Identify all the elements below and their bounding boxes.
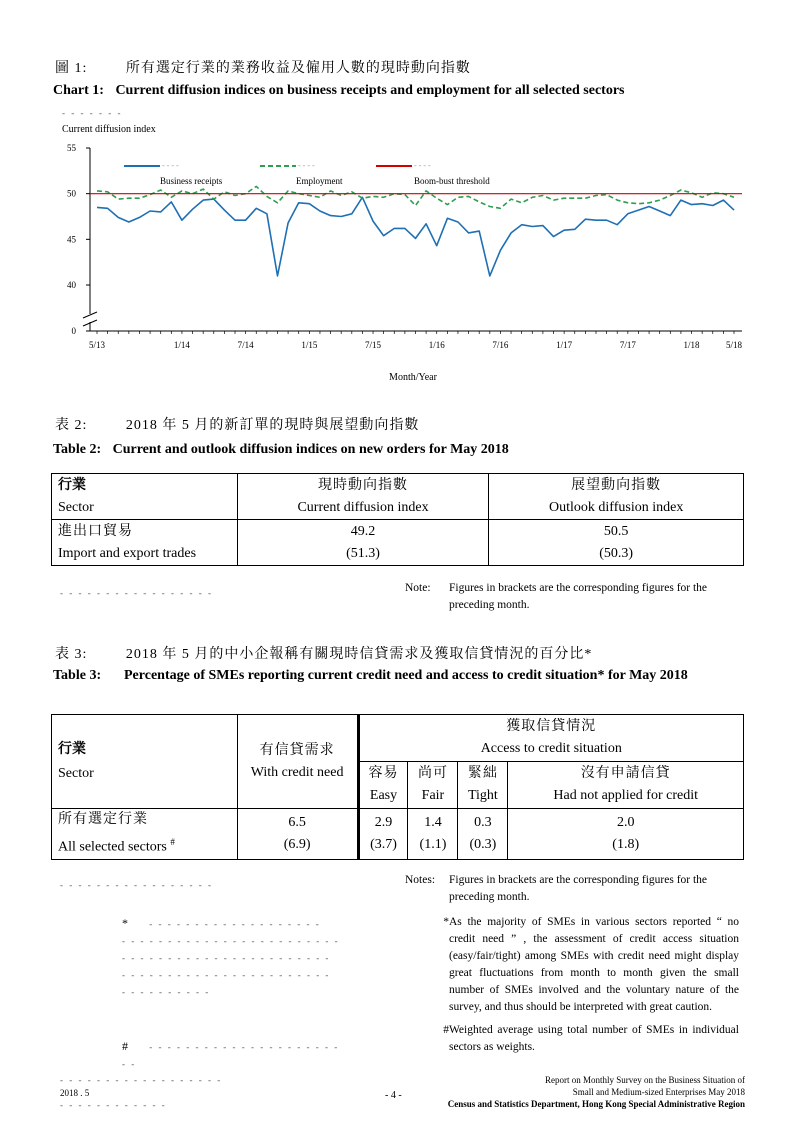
chart1-series-business-receipts bbox=[97, 197, 734, 276]
table3-header-sector: 行業 Sector bbox=[52, 715, 238, 809]
table3-header-fair: 尚可 Fair bbox=[408, 762, 458, 809]
footer-right: Report on Monthly Survey on the Business Situation of Small and Medium-sized Enterprises May 2018 Census and Statistics Department, Hong Kong Special Administrative Region bbox=[447, 1075, 745, 1109]
chart1-x-tick-label: 7/15 bbox=[365, 340, 382, 350]
chart1-placeholder-dashes: - - - - - - - bbox=[62, 108, 123, 118]
chart1-legend-placeholder: - - - - bbox=[162, 161, 179, 170]
table2-row-sector: 進出口貿易 Import and export trades bbox=[52, 520, 238, 566]
table2 bbox=[51, 473, 744, 566]
table3-header-easy: 容易 Easy bbox=[358, 762, 408, 809]
chart1-y-tick-label: 55 bbox=[67, 143, 76, 153]
chart1-x-tick-label: 7/17 bbox=[619, 340, 636, 350]
chart1-x-tick-label: 5/18 bbox=[725, 340, 743, 350]
table2-cn-title-text: 2018 年 5 月的新訂單的現時與展望動向指數 bbox=[125, 418, 420, 433]
table2-cn-title bbox=[55, 414, 419, 434]
table3-note2: *As the majority of SMEs in various sectors reported “ no credit need ” , the assessment of credit access situation (easy/fair/tight) among SMEs with credit need might display great fluctuations from month to month given the small number of SMEs involved and the voluntary nature of the survey, and thus should be interpreted with great caution. bbox=[443, 916, 739, 1013]
table3-row-need: 6.5 (6.9) bbox=[237, 809, 358, 860]
table2-cn-prefix: 表 2: bbox=[55, 418, 88, 433]
chart1-ylabel: Current diffusion index bbox=[62, 124, 156, 135]
table3 bbox=[51, 714, 744, 860]
chart1-legend-placeholder: - - - - bbox=[414, 161, 431, 170]
chart1-cn-prefix: 圖 1: bbox=[55, 61, 88, 76]
chart1-x-tick-label: 7/16 bbox=[492, 340, 509, 350]
table3-header-access: 獲取信貸情況 Access to credit situation bbox=[358, 715, 743, 762]
chart1-x-tick-label: 1/18 bbox=[683, 340, 700, 350]
chart1-y-tick-label: 0 bbox=[71, 326, 76, 336]
table3-row-fair: 1.4 (1.1) bbox=[408, 809, 458, 860]
chart1-en-title-text: Current diffusion indices on business receipts and employment for all selected sectors bbox=[115, 83, 625, 98]
table3-placeholder-dashes-1: - - - - - - - - - - - - - - - - - bbox=[60, 880, 213, 890]
table2-en-prefix: Table 2: bbox=[53, 442, 102, 457]
table2-note: Note: Figures in brackets are the corresponding figures for the preceding month. bbox=[405, 582, 708, 611]
chart1-y-tick-label: 40 bbox=[67, 280, 76, 290]
table3-row-notapplied: 2.0 (1.8) bbox=[508, 809, 744, 860]
table-row bbox=[52, 520, 744, 566]
table3-row-sector: 所有選定行業 All selected sectors # bbox=[52, 809, 238, 860]
table3-en-title bbox=[53, 666, 713, 686]
table2-en-title-text: Current and outlook diffusion indices on new orders for May 2018 bbox=[112, 442, 509, 457]
table2-placeholder-dashes: - - - - - - - - - - - - - - - - - bbox=[60, 588, 213, 598]
chart1-xlabel: Month/Year bbox=[389, 372, 437, 383]
table3-notes bbox=[405, 872, 745, 1056]
chart1-x-tick-label: 7/14 bbox=[237, 340, 254, 350]
chart1-legend-placeholder: - - - - bbox=[298, 161, 315, 170]
chart1-series-employment bbox=[97, 186, 734, 208]
table3-row-easy: 2.9 (3.7) bbox=[358, 809, 408, 860]
table3-header-notapplied: 沒有申請信貸 Had not applied for credit bbox=[508, 762, 744, 809]
table2-header-sector: 行業 Sector bbox=[52, 474, 238, 520]
table3-header-row1 bbox=[52, 715, 744, 762]
chart1-legend-label: Employment bbox=[296, 176, 343, 186]
table3-en-title-text: Percentage of SMEs reporting current credit need and access to credit situation* for May 2018 bbox=[124, 668, 688, 683]
table3-placeholder-dashes-2: * - - - - - - - - - - - - - - - - - - - - - - - - - - - - - - - - - - - - - - - - - - - - - - - - - - - - - - - - - - - - - - - - - - - - - - - - - - - - - - - - - - - - - - - - - - - - - - - - - - - bbox=[122, 916, 340, 997]
table2-header-current: 現時動向指數 Current diffusion index bbox=[237, 474, 489, 520]
page-number: - 4 - bbox=[385, 1090, 402, 1101]
chart1-x-tick-label: 1/14 bbox=[173, 340, 190, 350]
table2-en-title bbox=[53, 442, 509, 458]
table2-row-outlook: 50.5 (50.3) bbox=[489, 520, 744, 566]
table3-placeholder-dashes-3: # - - - - - - - - - - - - - - - - - - - - - - - bbox=[122, 1039, 340, 1069]
chart1-y-tick-label: 45 bbox=[67, 234, 76, 245]
table3-en-prefix: Table 3: bbox=[53, 668, 102, 683]
chart1-svg bbox=[0, 0, 793, 400]
chart1-y-tick-label: 50 bbox=[67, 188, 76, 199]
table3-note1: Notes: Figures in brackets are the corresponding figures for the preceding month. bbox=[405, 874, 708, 903]
table3-row-tight: 0.3 (0.3) bbox=[458, 809, 508, 860]
table-row bbox=[52, 809, 744, 860]
chart1-x-tick-label: 1/17 bbox=[556, 340, 573, 350]
table2-row-current: 49.2 (51.3) bbox=[237, 520, 489, 566]
table3-cn-prefix: 表 3: bbox=[55, 647, 88, 662]
chart1-x-tick-label: 1/15 bbox=[301, 340, 318, 350]
table3-header-tight: 緊絀 Tight bbox=[458, 762, 508, 809]
chart1-legend-label: Boom-bust threshold bbox=[414, 176, 490, 186]
table2-header-row bbox=[52, 474, 744, 520]
chart1-x-tick-label: 5/13 bbox=[88, 340, 106, 350]
table3-header-need: 有信貸需求 With credit need bbox=[237, 715, 358, 809]
chart1-x-tick-label: 1/16 bbox=[428, 340, 445, 350]
table3-note3: #Weighted average using total number of SMEs in individual sectors as weights. bbox=[443, 1024, 739, 1053]
chart1-legend-label: Business receipts bbox=[160, 176, 223, 186]
footer-placeholder-dashes-1: - - - - - - - - - - - - - - - - - - bbox=[60, 1075, 223, 1085]
table3-cn-title bbox=[55, 643, 592, 663]
chart1-en-prefix: Chart 1: bbox=[53, 83, 104, 98]
table2-header-outlook: 展望動向指數 Outlook diffusion index bbox=[489, 474, 744, 520]
footer-placeholder-dashes-2: - - - - - - - - - - - - bbox=[60, 1100, 167, 1110]
chart1-cn-title-text: 所有選定行業的業務收益及僱用人數的現時動向指數 bbox=[125, 61, 471, 76]
table3-cn-title-text: 2018 年 5 月的中小企報稱有關現時信貸需求及獲取信貸情況的百分比* bbox=[125, 647, 593, 662]
footer-date: 2018 . 5 bbox=[60, 1088, 90, 1098]
